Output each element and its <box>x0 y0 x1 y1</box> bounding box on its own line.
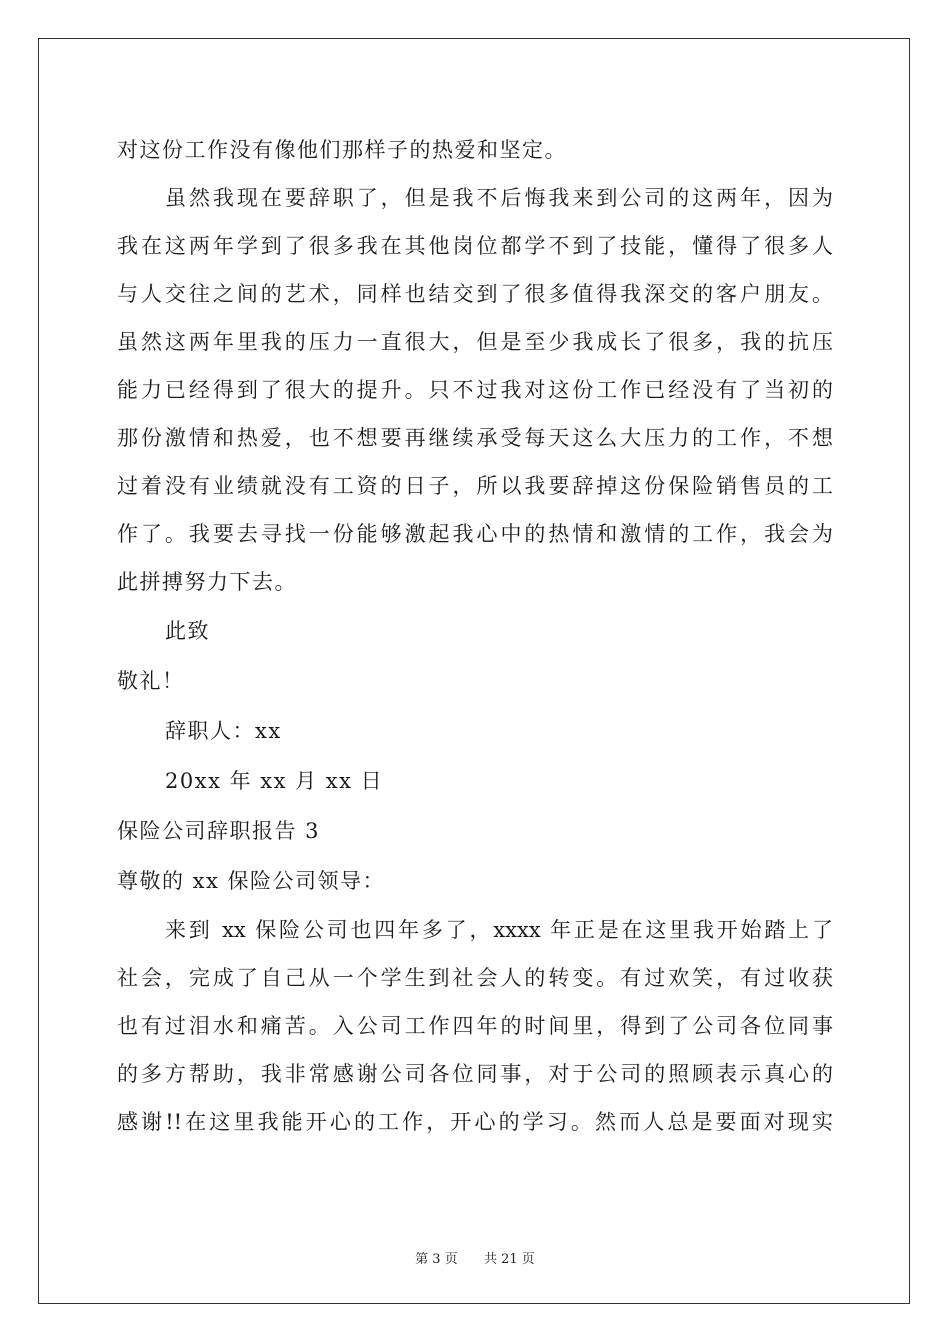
section-title: 保险公司辞职报告 3 <box>117 819 321 843</box>
document-body <box>117 126 833 1146</box>
paragraph-start-line: 来到 xx 保险公司也四年多了，xxxx 年正是在这里我开始踏上了 <box>165 918 833 942</box>
page-number: 第 3 页 <box>415 1252 458 1267</box>
text-line: 感谢!!在这里我能开心的工作，开心的学习。然而人总是要面对现实 <box>117 1110 833 1134</box>
paragraph-start-line: 虽然我现在要辞职了，但是我不后悔我来到公司的这两年，因为 <box>165 186 833 210</box>
text-line: 对这份工作没有像他们那样子的热爱和坚定。 <box>117 138 567 162</box>
text-line: 此拼搏努力下去。 <box>117 570 297 594</box>
signature-name: 辞职人：xx <box>165 719 282 743</box>
text-line: 虽然这两年里我的压力一直很大，但是至少我成长了很多，我的抗压 <box>117 330 833 354</box>
text-line: 能力已经得到了很大的提升。只不过我对这份工作已经没有了当初的 <box>117 378 833 402</box>
text-line: 过着没有业绩就没有工资的日子，所以我要辞掉这份保险销售员的工 <box>117 474 833 498</box>
text-line: 与人交往之间的艺术，同样也结交到了很多值得我深交的客户朋友。 <box>117 282 833 306</box>
letter-greeting: 尊敬的 xx 保险公司领导： <box>117 869 386 893</box>
text-line: 也有过泪水和痛苦。入公司工作四年的时间里，得到了公司各位同事 <box>117 1014 833 1038</box>
page-footer <box>0 1248 950 1267</box>
text-line: 作了。我要去寻找一份能够激起我心中的热情和激情的工作，我会为 <box>117 522 833 546</box>
page-total: 共 21 页 <box>484 1252 535 1267</box>
signature-date: 20xx 年 xx 月 xx 日 <box>165 769 384 793</box>
closing-respect: 敬礼！ <box>117 669 185 693</box>
text-line: 社会，完成了自己从一个学生到社会人的转变。有过欢笑，有过收获 <box>117 966 833 990</box>
text-line: 那份激情和热爱，也不想要再继续承受每天这么大压力的工作，不想 <box>117 426 833 450</box>
closing-salutation: 此致 <box>165 619 210 643</box>
text-line: 的多方帮助，我非常感谢公司各位同事，对于公司的照顾表示真心的 <box>117 1062 833 1086</box>
text-line: 我在这两年学到了很多我在其他岗位都学不到了技能，懂得了很多人 <box>117 234 833 258</box>
